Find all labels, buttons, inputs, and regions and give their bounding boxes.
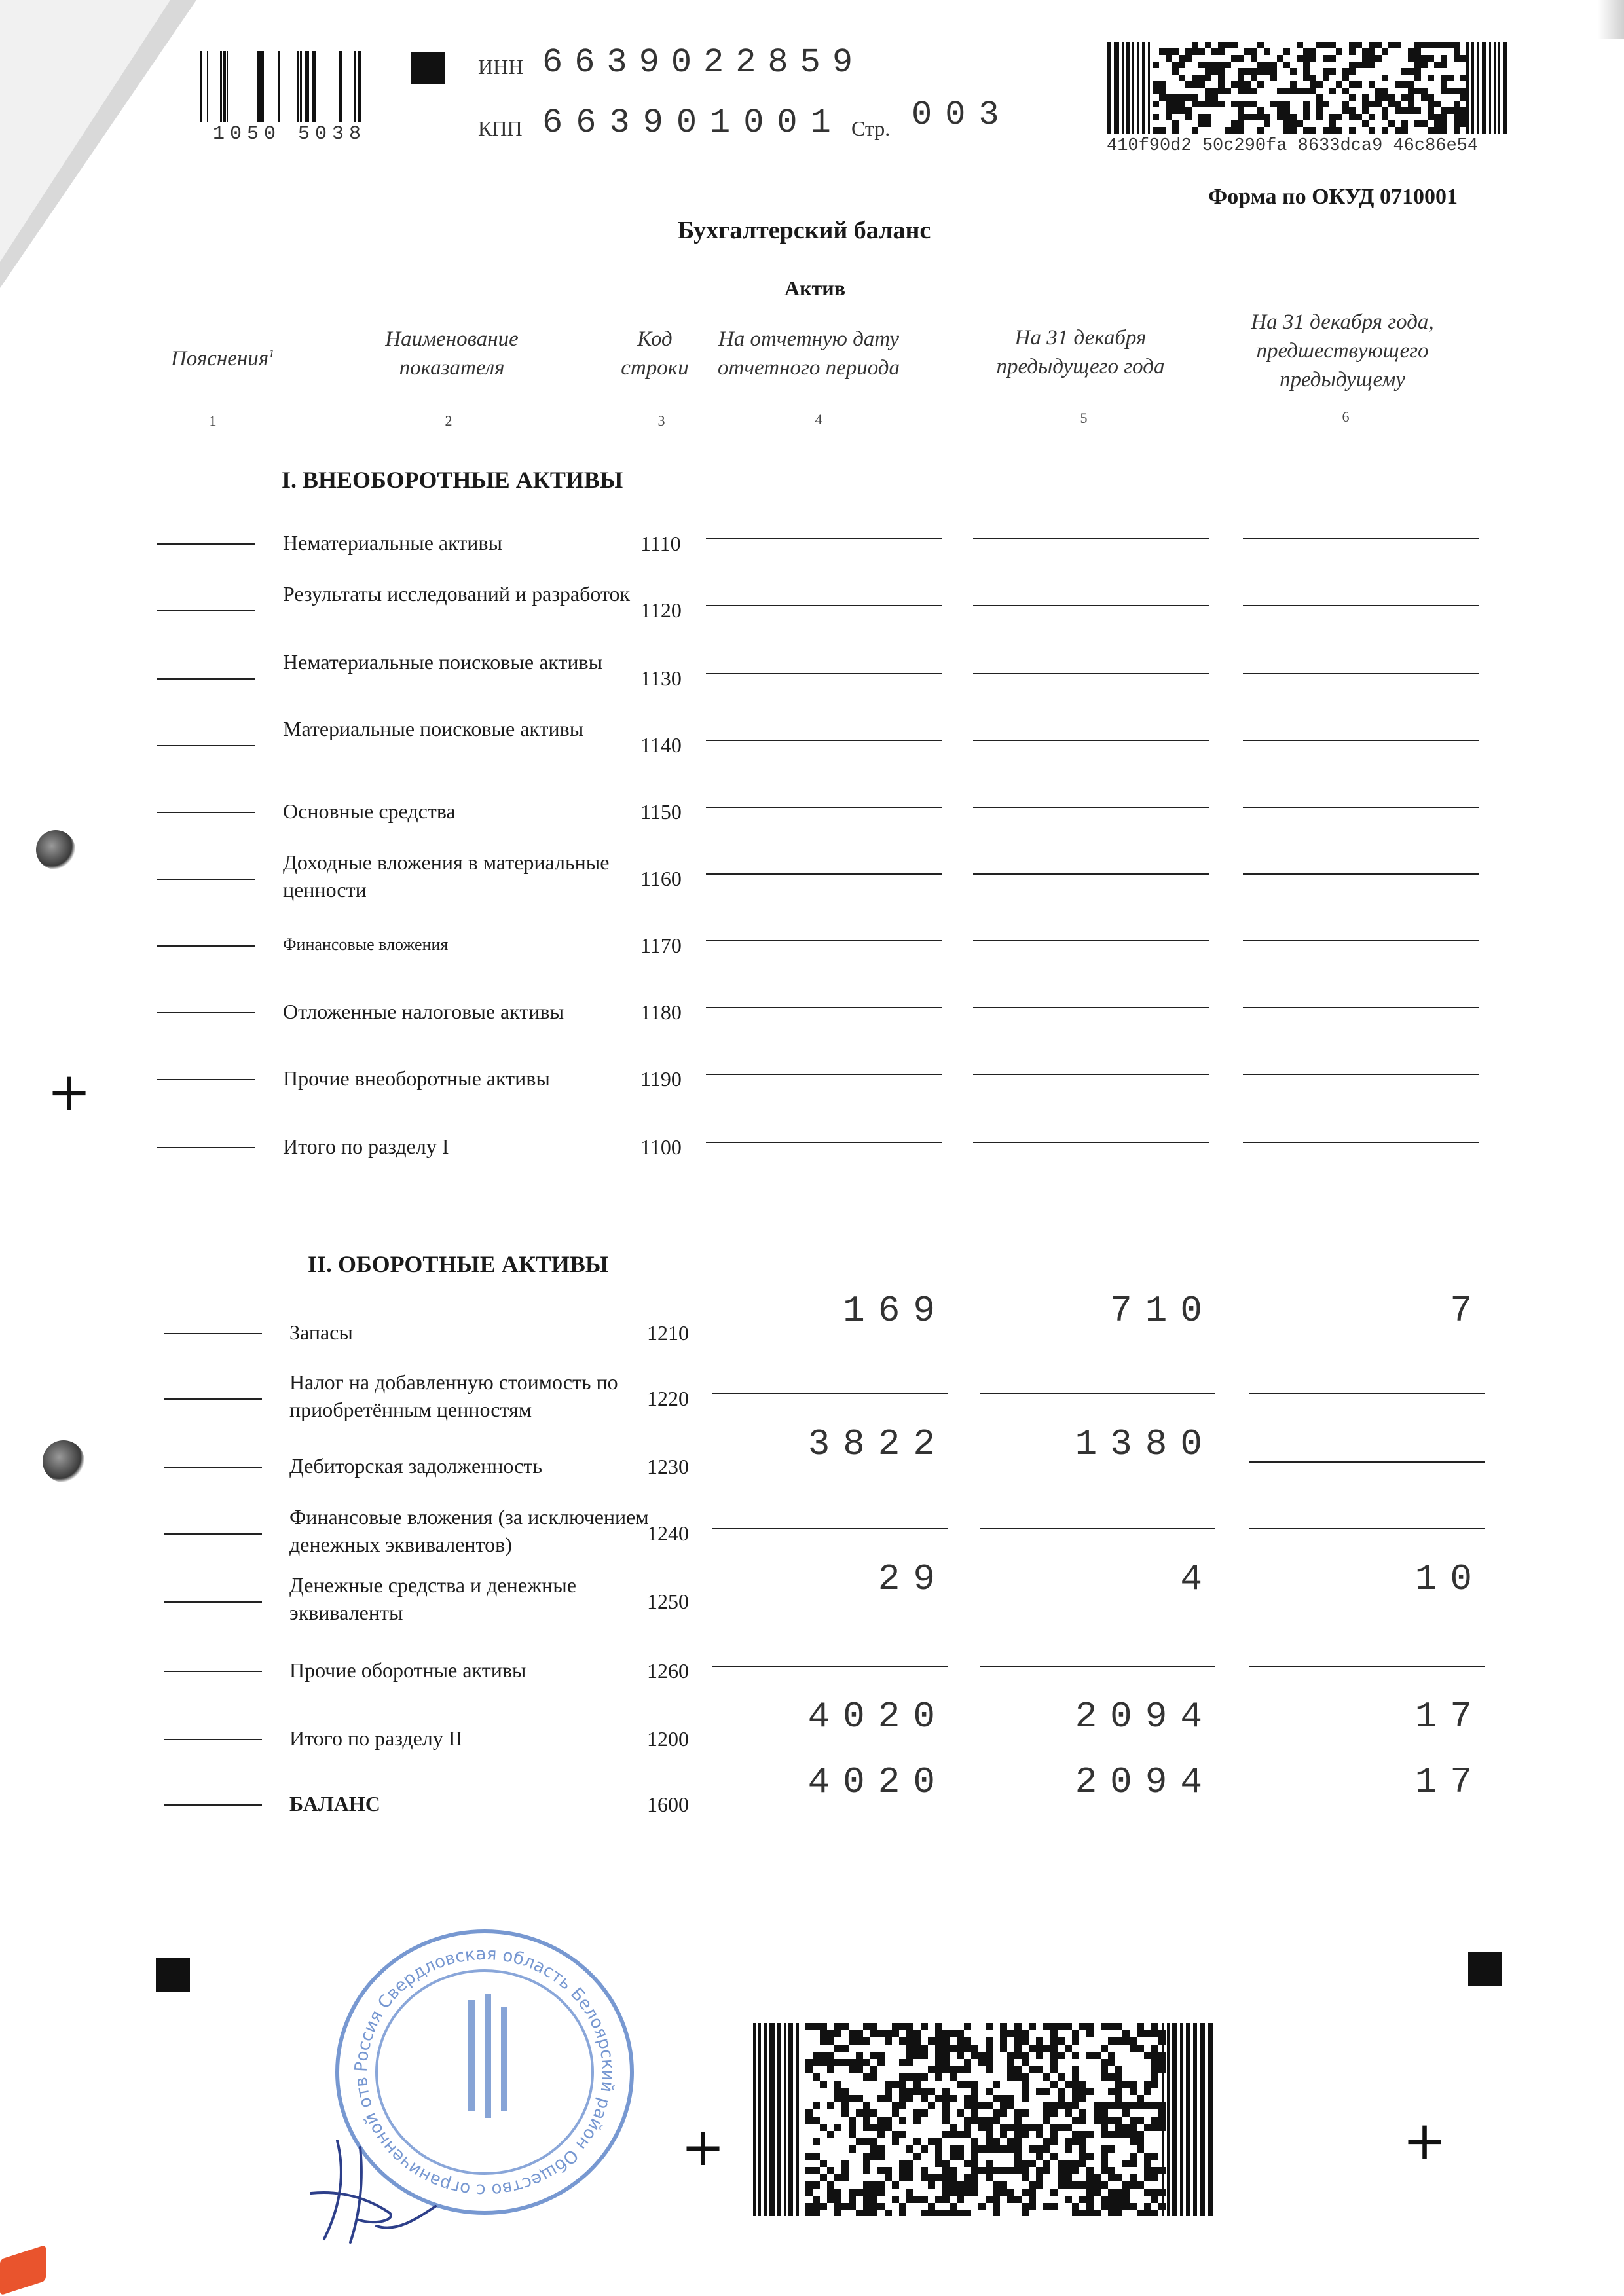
empty-value-dash [1243,1142,1479,1143]
empty-value-dash [973,673,1209,674]
row-name: Прочие оборотные активы [289,1658,526,1682]
row-name: Налог на добавленную стоимость по приобретённым ценностям [289,1370,618,1421]
red-sticker [0,2245,46,2296]
row-code: 1240 [647,1522,689,1545]
value-v6: 10 [1414,1558,1485,1600]
empty-value-dash [1243,538,1479,539]
empty-value-dash [706,940,942,941]
row-name: Нематериальные активы [283,531,502,555]
hash-code: 410f90d2 50c290fa 8633dca9 46c86e54 [1107,136,1479,156]
empty-value-dash [1249,1393,1485,1394]
empty-value-dash [706,1142,942,1143]
row-name: Материальные поисковые активы [283,717,584,740]
explanation-dash [164,1671,262,1672]
section-1-title: I. ВНЕОБОРОТНЫЕ АКТИВЫ [282,467,623,493]
empty-value-dash [1249,1528,1485,1529]
value-v4: 169 [843,1290,948,1332]
explanation-dash [164,1333,262,1334]
value-v5: 1380 [1075,1423,1215,1465]
row-code: 1260 [647,1659,689,1683]
row-code: 1230 [647,1455,689,1478]
empty-value-dash [706,740,942,741]
row-code: 1180 [640,1000,682,1024]
top-right-barcode [1107,42,1511,134]
explanation-dash [164,1533,262,1535]
row-code: 1220 [647,1387,689,1410]
empty-value-dash [1243,1074,1479,1075]
row-code: 1600 [647,1793,689,1816]
form-code: Форма по ОКУД 0710001 [1208,185,1458,209]
col-num-4: 4 [815,411,822,428]
explanation-dash [157,1147,255,1148]
explanation-dash [157,1079,255,1080]
row-code: 1110 [640,532,681,555]
value-v4: 4020 [807,1696,948,1738]
punch-hole-top [36,830,75,869]
explanation-dash [157,945,255,947]
empty-value-dash [973,538,1209,539]
row-name: Нематериальные поисковые активы [283,650,603,674]
explanation-dash [164,1601,262,1603]
col-num-5: 5 [1080,410,1088,426]
empty-value-dash [712,1393,948,1394]
empty-value-dash [973,1007,1209,1008]
registration-cross-left: + [47,1061,92,1122]
explanation-dash [157,610,255,611]
row-code: 1150 [640,800,682,824]
top-left-barcode [200,51,383,122]
col-header-1: Пояснения$^1$ [170,347,275,371]
empty-value-dash [1249,1461,1485,1463]
empty-value-dash [980,1393,1215,1394]
empty-value-dash [980,1666,1215,1667]
empty-value-dash [706,538,942,539]
value-v5: 2094 [1075,1761,1215,1803]
registration-square-bottom-right [1468,1952,1502,1986]
empty-value-dash [706,605,942,606]
explanation-dash [164,1467,262,1468]
explanation-dash [164,1398,262,1400]
explanation-dash [164,1739,262,1740]
row-name: Финансовые вложения [283,935,449,954]
value-v5: 2094 [1075,1696,1215,1738]
empty-value-dash [973,1074,1209,1075]
col-header-6: На 31 декабря года, предшествующего предыдущему [1251,310,1434,392]
empty-value-dash [973,1142,1209,1143]
value-v6: 7 [1450,1290,1485,1332]
col-header-3: Код строки [621,327,689,380]
row-code: 1140 [640,733,682,757]
registration-cross-bottom-right: + [1403,2110,1447,2171]
col-num-1: 1 [209,412,217,429]
row-code: 1120 [640,598,682,622]
empty-value-dash [706,673,942,674]
row-name: Отложенные налоговые активы [283,1000,564,1023]
row-name: Результаты исследований и разработок [283,582,631,606]
page-title: Бухгалтерский баланс [678,217,931,244]
row-name: Финансовые вложения (за исключением денежных эквивалентов) [289,1505,649,1556]
kpp-label: КПП [478,117,523,140]
row-code: 1130 [640,666,682,690]
empty-value-dash [712,1528,948,1529]
value-v5: 710 [1110,1290,1215,1332]
empty-value-dash [973,940,1209,941]
empty-value-dash [706,807,942,808]
punch-hole-bottom [43,1440,84,1482]
inn-label: ИНН [478,55,524,79]
page-value: 003 [912,96,1012,134]
col-num-2: 2 [445,412,452,429]
registration-cross-bottom-left: + [681,2117,726,2178]
row-name: Денежные средства и денежные эквиваленты [289,1573,576,1624]
value-v4: 3822 [807,1423,948,1465]
row-code: 1170 [640,934,682,957]
explanation-dash [164,1804,262,1806]
col-num-6: 6 [1342,409,1350,425]
inn-value: 6639022859 [542,43,865,82]
row-name: Доходные вложения в материальные ценности [283,850,610,902]
page-fold [0,0,170,262]
empty-value-dash [712,1666,948,1667]
row-code: 1100 [640,1135,682,1159]
kpp-value: 663901001 [542,103,844,142]
col-num-3: 3 [657,412,665,429]
empty-value-dash [1243,807,1479,808]
empty-value-dash [706,873,942,875]
registration-square-top [411,52,445,84]
empty-value-dash [706,1074,942,1075]
explanation-dash [157,745,255,746]
page-edge [1598,0,1624,39]
empty-value-dash [1243,940,1479,941]
empty-value-dash [973,873,1209,875]
value-v4: 29 [877,1558,948,1600]
row-code: 1210 [647,1321,689,1345]
signature [298,2128,442,2252]
value-v5: 4 [1180,1558,1215,1600]
empty-value-dash [980,1528,1215,1529]
explanation-dash [157,678,255,680]
value-v6: 17 [1414,1696,1485,1738]
explanation-dash [157,879,255,880]
row-name: БАЛАНС [289,1792,380,1815]
value-v4: 4020 [807,1761,948,1803]
row-code: 1250 [647,1590,689,1613]
empty-value-dash [1243,1007,1479,1008]
empty-value-dash [973,605,1209,606]
empty-value-dash [1249,1666,1485,1667]
explanation-dash [157,1012,255,1013]
col-header-5: На 31 декабря предыдущего года [996,326,1165,378]
row-code: 1190 [640,1067,682,1091]
value-v6: 17 [1414,1761,1485,1803]
row-name: Итого по разделу II [289,1726,463,1750]
row-name: Прочие внеоборотные активы [283,1066,550,1090]
explanation-dash [157,543,255,545]
svg-text:Россия Свердловская область Бе: Россия Свердловская область Белоярский район Общество с ограниченной отв [351,1944,618,2200]
row-name: Основные средства [283,799,456,823]
empty-value-dash [1243,740,1479,741]
empty-value-dash [1243,673,1479,674]
empty-value-dash [973,740,1209,741]
empty-value-dash [1243,605,1479,606]
empty-value-dash [1243,873,1479,875]
col-header-2: Наименование показателя [385,327,519,380]
row-name: Запасы [289,1321,353,1344]
barcode-number: 1050 5038 [213,123,367,145]
row-name: Итого по разделу I [283,1135,449,1158]
row-name: Дебиторская задолженность [289,1454,542,1478]
registration-square-bottom-left [156,1958,190,1992]
page-label: Стр. [851,117,891,140]
page-subtitle: Актив [784,276,845,300]
empty-value-dash [706,1007,942,1008]
empty-value-dash [973,807,1209,808]
row-code: 1200 [647,1727,689,1751]
bottom-barcode [753,2023,1215,2216]
explanation-dash [157,812,255,813]
section-2-title: II. ОБОРОТНЫЕ АКТИВЫ [308,1251,609,1277]
col-header-4: На отчетную дату отчетного периода [717,327,900,380]
row-code: 1160 [640,867,682,890]
